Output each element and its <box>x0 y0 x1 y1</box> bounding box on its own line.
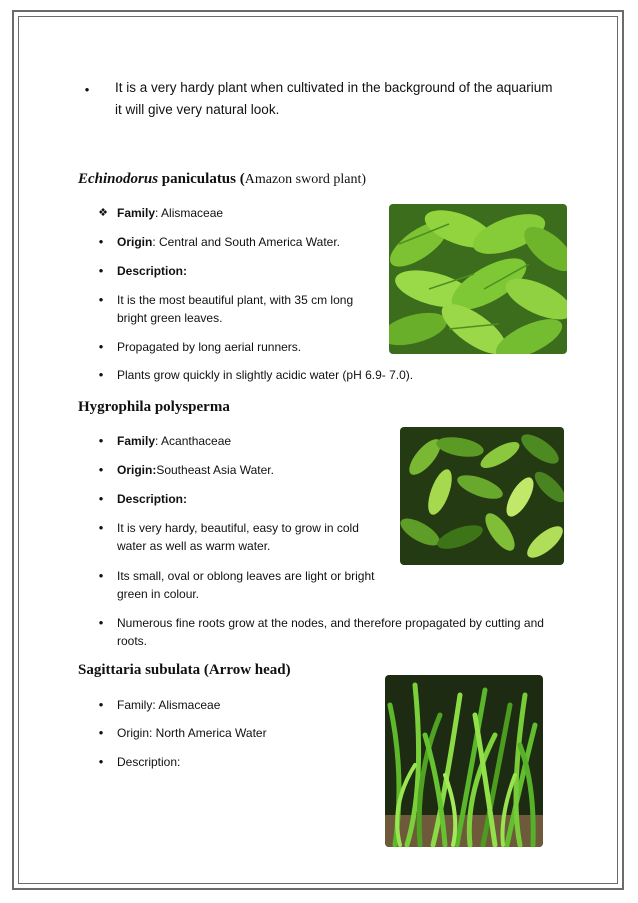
list-item-line: It is very hardy, beautiful, easy to grow in cold <box>117 521 359 535</box>
heading-species: paniculatus <box>161 171 236 187</box>
sagittaria-photo <box>385 675 543 847</box>
item-text: Southeast Asia Water. <box>156 463 274 477</box>
list-item: Description: <box>117 755 181 769</box>
list-item: Family: Alismaceae <box>117 698 221 712</box>
item-text: : Central and South America Water. <box>152 235 340 249</box>
list-item-line: green in colour. <box>117 587 200 601</box>
bullet: • <box>98 491 104 506</box>
heading-common-name: Amazon sword plant) <box>244 172 367 187</box>
item-label: Family <box>117 206 156 220</box>
item-text: : Acanthaceae <box>155 434 232 448</box>
bullet: • <box>98 725 104 740</box>
heading-genus: Echinodorus <box>78 171 159 187</box>
amazon-sword-plant-photo <box>389 204 567 354</box>
list-item-line: It is the most beautiful plant, with 35 cm long <box>117 293 354 307</box>
item-label: Origin: <box>117 463 157 477</box>
section-heading-hygrophila: Hygrophila polysperma <box>78 399 230 415</box>
bullet: • <box>98 697 104 712</box>
bullet: • <box>98 568 104 583</box>
item-text: : Alismaceae <box>155 206 224 220</box>
list-item: Propagated by long aerial runners. <box>117 340 302 354</box>
bullet: • <box>98 462 104 477</box>
section-heading-echinodorus <box>78 171 366 188</box>
item-label: Family <box>117 434 156 448</box>
item-label: Description: <box>117 264 188 278</box>
bullet: • <box>98 367 104 382</box>
section-heading-sagittaria: Sagittaria subulata (Arrow head) <box>78 662 291 678</box>
list-item <box>117 462 274 478</box>
bullet: • <box>98 433 104 448</box>
diamond-bullet-icon: ❖ <box>98 207 108 219</box>
list-item: Origin: North America Water <box>117 726 267 740</box>
list-item-line: Its small, oval or oblong leaves are light or bright <box>117 569 375 583</box>
list-item <box>117 433 231 449</box>
bullet: • <box>98 234 104 249</box>
list-item: Plants grow quickly in slightly acidic water (pH 6.9- 7.0). <box>117 368 414 382</box>
list-item-line: bright green leaves. <box>117 311 223 325</box>
list-item-line: Numerous fine roots grow at the nodes, and therefore propagated by cutting and <box>117 616 544 630</box>
bullet: • <box>98 292 104 307</box>
bullet: • <box>98 754 104 769</box>
bullet: • <box>98 339 104 354</box>
bullet: • <box>98 520 104 535</box>
item-label: Origin <box>117 235 153 249</box>
hygrophila-photo <box>400 427 564 565</box>
heading-paren: ( <box>236 171 245 187</box>
list-item-line: roots. <box>117 634 148 648</box>
list-item <box>117 263 187 279</box>
item-label: Description: <box>117 492 188 506</box>
list-item-line: water as well as warm water. <box>117 539 271 553</box>
bullet: • <box>84 82 90 97</box>
intro-text: It is a very hardy plant when cultivated in the background of the aquarium it will give very natural look. <box>115 80 553 117</box>
list-item <box>117 491 187 507</box>
bullet: • <box>98 263 104 278</box>
bullet: • <box>98 615 104 630</box>
list-item <box>117 205 223 221</box>
list-item <box>117 234 340 250</box>
